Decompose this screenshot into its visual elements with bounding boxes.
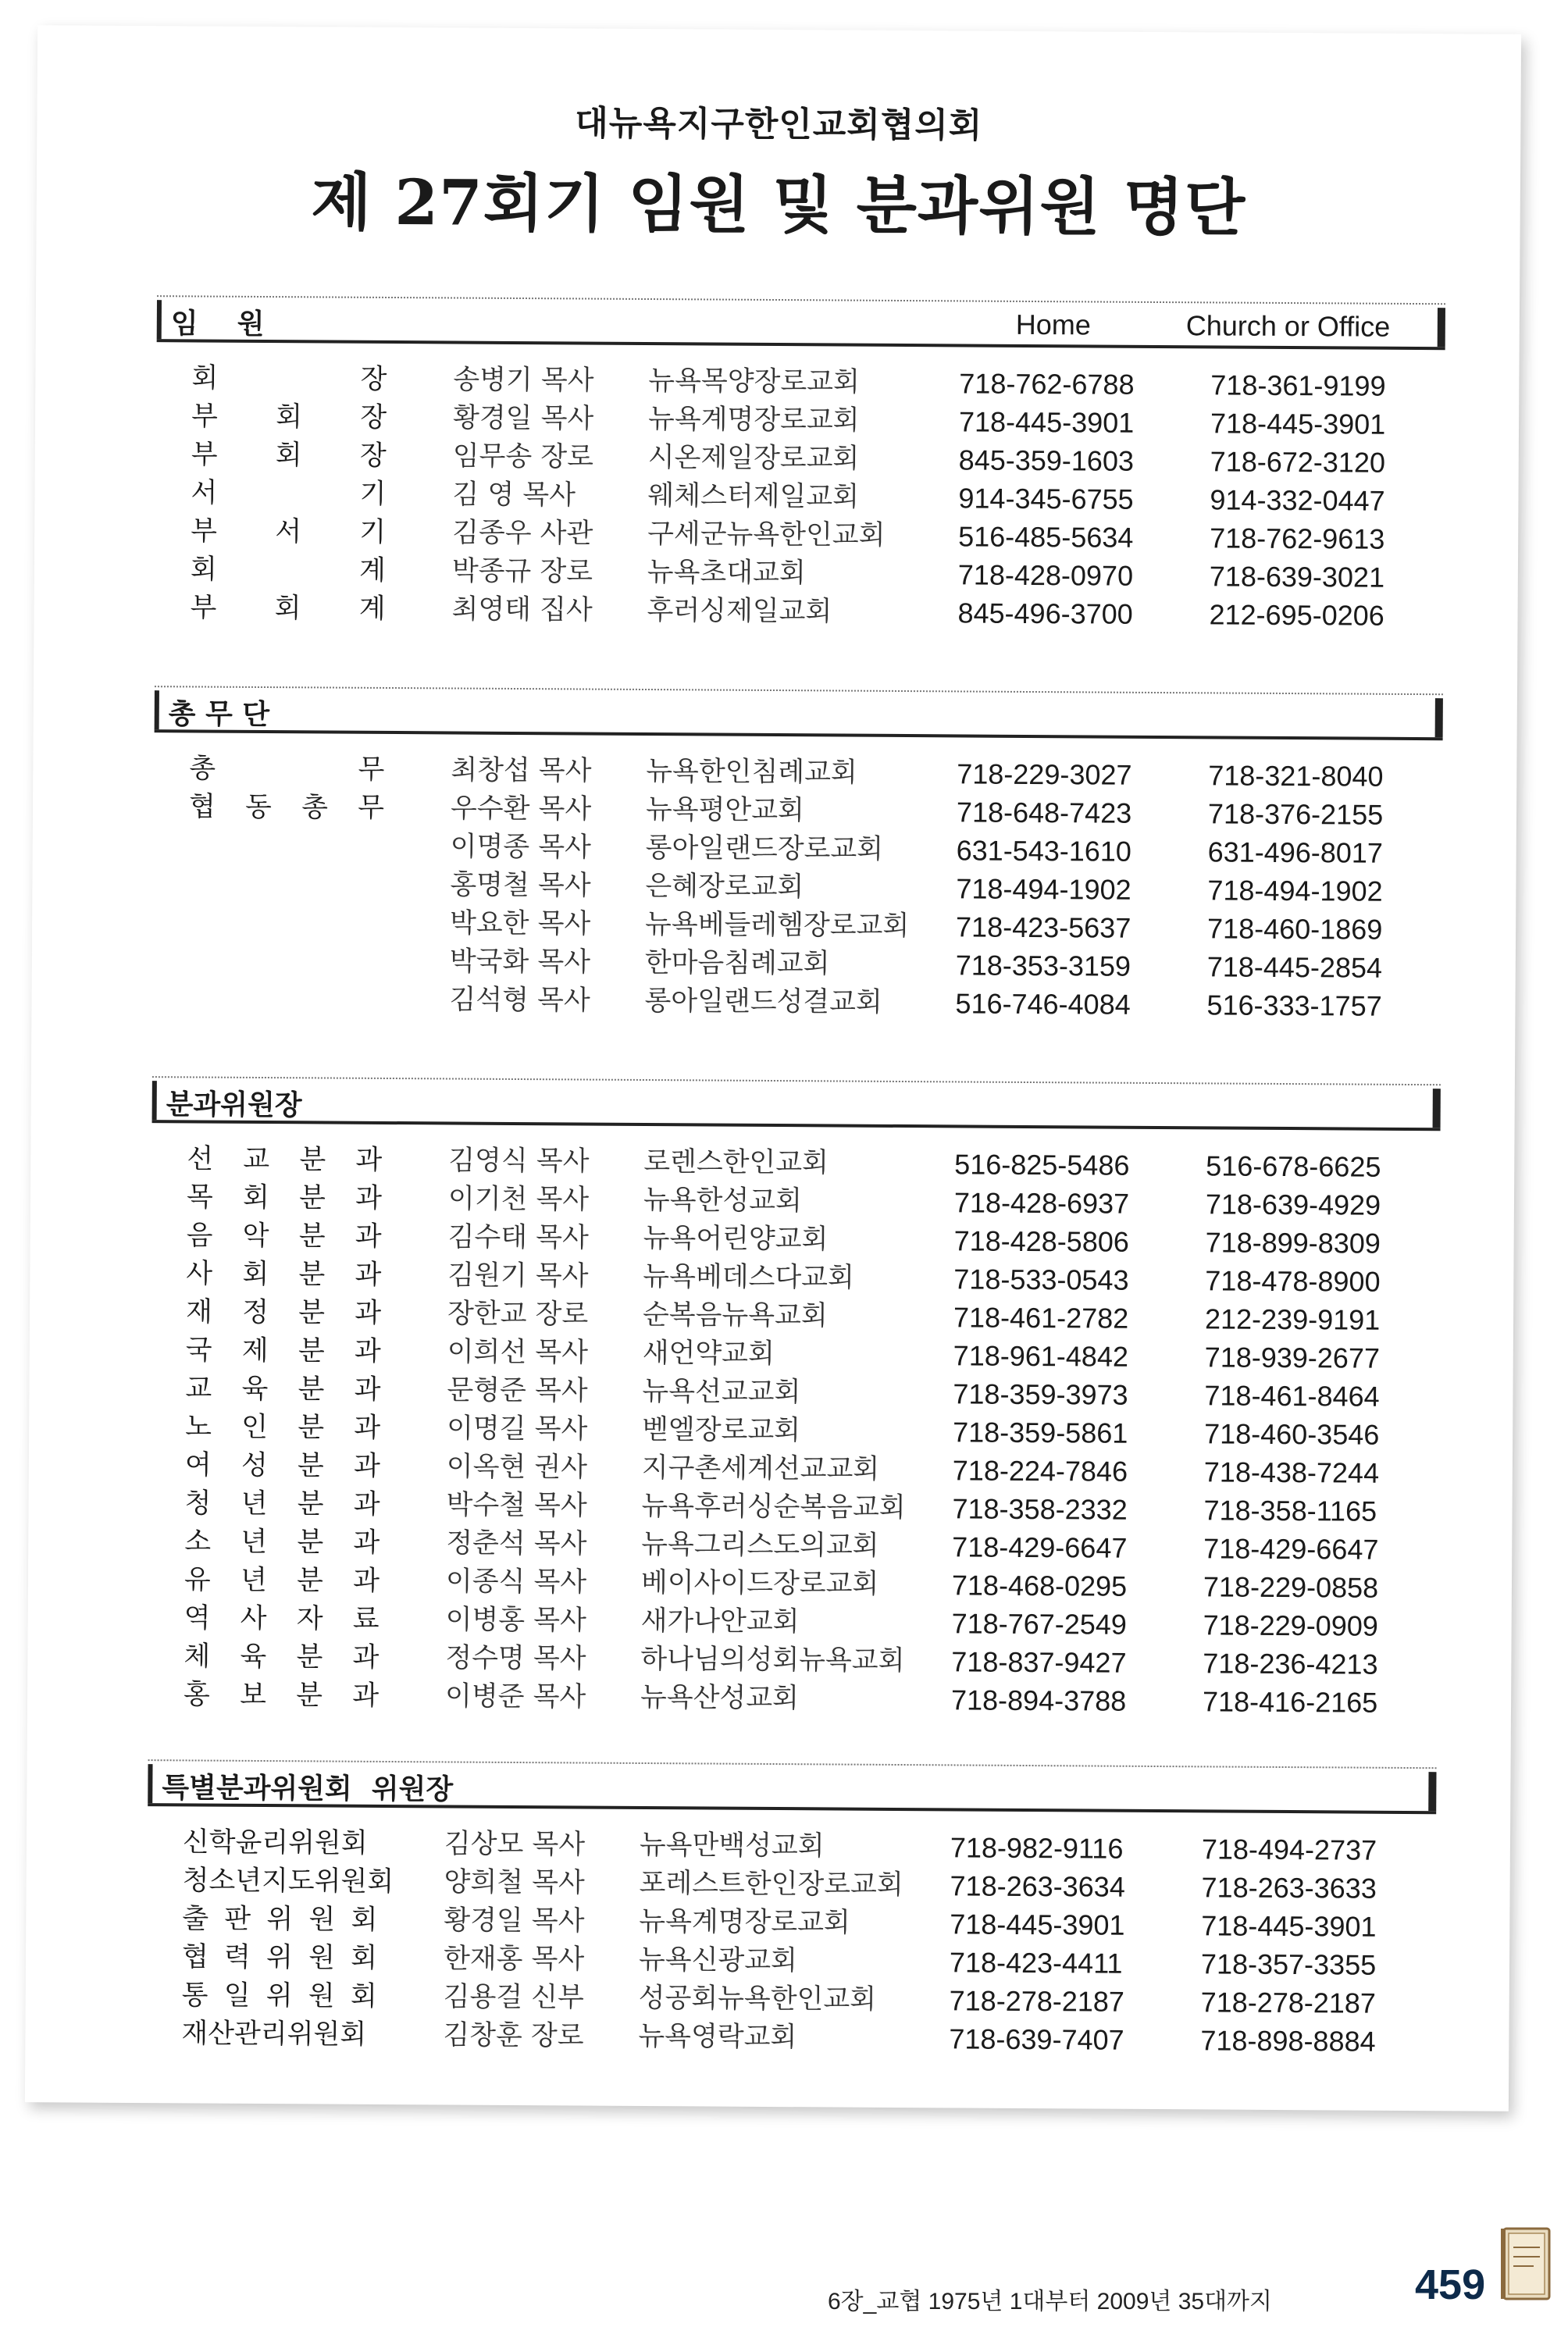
member-list: [155, 359, 1445, 635]
home-phone: 718-229-3027: [957, 757, 1132, 791]
member-name: 한재홍 목사: [443, 1943, 585, 1976]
member-role: 여 성 분 과: [184, 1449, 380, 1482]
home-phone: 718-494-1902: [956, 872, 1131, 906]
column-header-home: Home: [1015, 308, 1091, 341]
member-name: 김영식 목사: [448, 1145, 590, 1178]
member-name: 김종우 사관: [452, 517, 593, 550]
member-church: 뉴욕평안교회: [645, 793, 805, 827]
member-role: 협 동 총 무: [188, 791, 385, 824]
office-phone: 718-639-4929: [1205, 1188, 1381, 1221]
office-phone: 718-236-4213: [1203, 1647, 1378, 1680]
home-phone: 718-461-2782: [953, 1301, 1129, 1335]
member-name: 이병준 목사: [444, 1680, 586, 1713]
home-phone: 718-762-6788: [959, 367, 1135, 401]
home-phone: 845-496-3700: [957, 597, 1133, 630]
member-name: 김용걸 신부: [443, 1981, 585, 2014]
member-church: 뉴욕목양장로교회: [648, 365, 860, 398]
book-icon: [1498, 2224, 1556, 2305]
section-header-bar: [152, 1076, 1441, 1131]
member-church: 뉴욕선교교회: [642, 1375, 801, 1409]
member-church: 지구촌세계선교교회: [641, 1452, 880, 1485]
office-phone: 516-678-6625: [1206, 1149, 1381, 1183]
office-phone: 631-496-8017: [1207, 836, 1384, 869]
member-church: 뉴욕만백성교회: [639, 1829, 825, 1862]
home-phone: 718-428-6937: [953, 1186, 1130, 1220]
member-role: 재산관리위원회: [181, 2018, 367, 2051]
home-phone: 845-359-1603: [958, 444, 1135, 477]
home-phone: 718-263-3634: [950, 1869, 1125, 1903]
member-name: 박종규 장로: [451, 555, 593, 588]
member-name: 장한교 장로: [447, 1298, 589, 1331]
home-phone: 718-894-3788: [950, 1684, 1127, 1717]
member-name: 임무송 장로: [452, 440, 594, 473]
home-phone: 718-359-3973: [953, 1377, 1128, 1411]
office-phone: 718-361-9199: [1210, 369, 1386, 402]
office-phone: 718-494-1902: [1207, 874, 1383, 907]
member-church: 뉴욕어린양교회: [643, 1222, 829, 1256]
home-phone: 718-428-0970: [957, 558, 1134, 592]
office-phone: 212-695-0206: [1209, 598, 1384, 632]
office-phone: 718-445-3901: [1201, 1909, 1377, 1943]
member-role: 서 기: [191, 477, 387, 510]
member-name: 최창섭 목사: [451, 754, 592, 787]
member-church: 새언약교회: [642, 1337, 775, 1370]
member-church: 뉴욕베들레헴장로교회: [644, 908, 910, 943]
office-phone: 718-429-6647: [1203, 1532, 1379, 1566]
home-phone: 718-961-4842: [953, 1339, 1129, 1373]
home-phone: 718-639-7407: [949, 2022, 1124, 2056]
member-church: 뉴욕계명장로교회: [647, 404, 860, 437]
member-name: 황경일 목사: [444, 1905, 585, 1937]
member-name: 박요한 목사: [450, 907, 591, 940]
member-role: 재 정 분 과: [185, 1296, 382, 1329]
home-phone: 718-445-3901: [958, 405, 1135, 439]
section-title: 분과위원장: [166, 1089, 302, 1122]
page-number: 459: [1415, 2261, 1486, 2308]
home-phone: 718-278-2187: [949, 1984, 1125, 2018]
home-phone: 631-543-1610: [956, 834, 1132, 868]
office-phone: 718-939-2677: [1204, 1341, 1381, 1374]
member-name: 정수명 목사: [445, 1642, 586, 1675]
home-phone: 718-767-2549: [951, 1607, 1127, 1641]
member-church: 구세군뉴욕한인교회: [647, 518, 886, 551]
office-phone: 718-762-9613: [1210, 522, 1385, 555]
office-phone: 718-898-8884: [1200, 2024, 1376, 2058]
member-church: 뉴욕한인침례교회: [646, 755, 857, 789]
member-name: 홍명철 목사: [450, 869, 591, 902]
office-phone: 718-445-3901: [1210, 407, 1386, 440]
member-role: 음 악 분 과: [186, 1220, 382, 1253]
office-phone: 212-239-9191: [1204, 1302, 1381, 1336]
member-role: 국 제 분 과: [185, 1335, 381, 1367]
member-name: 김수태 목사: [447, 1221, 589, 1254]
home-phone: 718-428-5806: [953, 1224, 1129, 1258]
section-header-bar: [157, 295, 1445, 350]
member-name: 김창훈 장로: [443, 2019, 584, 2052]
member-role: 교 육 분 과: [185, 1373, 381, 1406]
office-phone: 718-229-0909: [1203, 1609, 1378, 1642]
member-role: 소 년 분 과: [184, 1526, 380, 1559]
member-name: 이희선 목사: [447, 1336, 589, 1369]
member-church: 순복음뉴욕교회: [642, 1299, 828, 1332]
office-phone: 718-278-2187: [1200, 1986, 1377, 2019]
member-role: 선 교 분 과: [187, 1143, 383, 1176]
member-role: 신학윤리위원회: [182, 1826, 368, 1859]
home-phone: 718-982-9116: [950, 1831, 1124, 1865]
member-name: 정춘석 목사: [446, 1527, 587, 1560]
home-phone: 516-825-5486: [954, 1148, 1130, 1181]
document-page: [25, 25, 1521, 2111]
section-title: 총 무 단: [168, 698, 270, 732]
member-role: 부 서 기: [191, 515, 387, 548]
member-list: [146, 1823, 1436, 2061]
member-name: 황경일 목사: [452, 402, 594, 435]
home-phone: 718-353-3159: [955, 949, 1131, 982]
member-name: 박수철 목사: [446, 1489, 587, 1522]
column-header-office: Church or Office: [1185, 309, 1391, 343]
office-phone: 718-229-0858: [1203, 1570, 1379, 1604]
member-church: 베이사이드장로교회: [640, 1566, 879, 1600]
section-officers: [155, 295, 1445, 635]
member-church: 벧엘장로교회: [642, 1413, 801, 1447]
member-list: [148, 1140, 1440, 1722]
office-phone: 718-438-7244: [1203, 1456, 1380, 1489]
member-name: 양희철 목사: [444, 1866, 585, 1899]
office-phone: 718-478-8900: [1205, 1264, 1381, 1298]
section-general-secretaries: [152, 686, 1443, 1025]
member-role: 홍 보 분 과: [183, 1679, 380, 1712]
office-phone: 718-672-3120: [1210, 445, 1386, 479]
member-role: 회 계: [190, 554, 387, 586]
home-phone: 718-358-2332: [952, 1492, 1128, 1526]
section-title: 임 원: [170, 308, 265, 341]
member-church: 포레스트한인장로교회: [639, 1867, 903, 1901]
home-phone: 718-429-6647: [952, 1531, 1128, 1564]
member-church: 뉴욕초대교회: [647, 557, 806, 590]
office-phone: 718-460-1869: [1206, 912, 1383, 946]
member-role: 통 일 위 원 회: [181, 1980, 377, 2012]
office-phone: 718-321-8040: [1208, 759, 1384, 793]
office-phone: 718-358-1165: [1203, 1494, 1377, 1527]
member-row: [152, 979, 1441, 1025]
member-role: 청소년지도위원회: [182, 1865, 394, 1898]
office-phone: 718-461-8464: [1204, 1379, 1380, 1413]
office-phone: 718-639-3021: [1209, 560, 1385, 593]
member-role: 회 장: [191, 362, 387, 395]
member-church: 뉴욕산성교회: [640, 1681, 800, 1715]
member-church: 뉴욕베데스다교회: [643, 1260, 854, 1294]
organization-name: 대뉴욕지구한인교회협의회: [575, 103, 983, 146]
home-phone: 718-359-5861: [953, 1416, 1128, 1449]
footer-chapter: 6장_교협 1975년 1대부터 2009년 35대까지: [828, 2289, 1273, 2315]
home-phone: 718-837-9427: [951, 1645, 1127, 1679]
office-phone: 718-376-2155: [1207, 797, 1384, 831]
member-role: 협 력 위 원 회: [181, 1941, 378, 1974]
member-role: 부 회 장: [191, 401, 387, 433]
member-name: 이종식 목사: [445, 1566, 587, 1598]
member-role: 역 사 자 료: [184, 1602, 380, 1635]
member-church: 뉴욕그리스도의교회: [641, 1528, 879, 1562]
section-header-bar: [155, 686, 1443, 740]
member-name: 송병기 목사: [453, 364, 594, 397]
member-name: 이명길 목사: [447, 1413, 588, 1445]
member-church: 한마음침례교회: [644, 946, 830, 980]
member-church: 롱아일랜드장로교회: [645, 832, 884, 865]
member-role: 노 인 분 과: [185, 1411, 381, 1444]
home-phone: 718-224-7846: [952, 1454, 1128, 1488]
member-name: 박국화 목사: [449, 946, 591, 978]
member-name: 이옥현 권사: [446, 1451, 588, 1484]
office-phone: 718-445-2854: [1206, 950, 1383, 984]
section-committee-chairs: [148, 1076, 1441, 1722]
member-row: [146, 2015, 1434, 2061]
office-phone: 718-416-2165: [1202, 1685, 1378, 1719]
member-role: 부 회 계: [190, 592, 386, 625]
member-church: 뉴욕후러싱순복음교회: [641, 1490, 906, 1524]
home-phone: 718-533-0543: [953, 1263, 1129, 1296]
home-phone: 718-423-5637: [955, 910, 1131, 944]
member-name: 최영태 집사: [451, 593, 593, 626]
home-phone: 516-485-5634: [958, 520, 1134, 554]
home-phone: 718-423-4411: [949, 1946, 1123, 1980]
member-role: 유 년 분 과: [184, 1564, 380, 1597]
member-role: 목 회 분 과: [186, 1181, 383, 1214]
office-phone: 718-357-3355: [1200, 1947, 1377, 1981]
home-phone: 718-468-0295: [951, 1569, 1128, 1602]
member-name: 김 영 목사: [452, 479, 576, 511]
member-name: 우수환 목사: [450, 793, 592, 825]
member-church: 하나님의성회뉴욕교회: [640, 1643, 905, 1677]
member-role: 부 회 장: [191, 439, 387, 472]
member-name: 김상모 목사: [444, 1828, 586, 1861]
member-name: 김원기 목사: [447, 1260, 589, 1292]
section-title: 특별분과위원회 위원장: [162, 1772, 454, 1806]
member-row: [155, 589, 1443, 635]
home-phone: 914-345-6755: [958, 482, 1134, 515]
member-church: 뉴욕신광교회: [638, 1944, 798, 1977]
member-church: 롱아일랜드성결교회: [644, 985, 882, 1018]
home-phone: 718-445-3901: [950, 1908, 1125, 1941]
member-name: 김석형 목사: [449, 984, 590, 1017]
member-role: 사 회 분 과: [186, 1258, 382, 1291]
office-phone: 718-263-3633: [1201, 1871, 1377, 1905]
member-row: [148, 1676, 1437, 1722]
office-phone: 718-494-2737: [1201, 1833, 1377, 1866]
page-title: 제 27회기 임원 및 분과위원 명단: [310, 165, 1246, 244]
member-church: 뉴욕한성교회: [643, 1184, 802, 1217]
home-phone: 516-746-4084: [955, 987, 1131, 1021]
member-name: 문형준 목사: [447, 1374, 588, 1407]
member-name: 이명종 목사: [450, 831, 592, 864]
member-name: 이병홍 목사: [445, 1604, 586, 1637]
member-list: [152, 750, 1442, 1025]
member-role: 청 년 분 과: [184, 1488, 380, 1520]
home-phone: 718-648-7423: [956, 796, 1132, 829]
member-church: 성공회뉴욕한인교회: [638, 1982, 877, 2015]
member-church: 새가나안교회: [640, 1605, 800, 1638]
member-church: 은혜장로교회: [645, 870, 804, 903]
member-role: 출 판 위 원 회: [182, 1903, 378, 1936]
section-header-bar: [148, 1759, 1436, 1814]
member-church: 뉴욕계명장로교회: [639, 1905, 850, 1939]
section-special-committees: [146, 1759, 1436, 2061]
member-role: 총 무: [189, 753, 385, 786]
member-church: 후러싱제일교회: [647, 595, 832, 628]
office-phone: 516-333-1757: [1206, 989, 1382, 1022]
member-church: 웨체스터제일교회: [647, 480, 860, 513]
member-church: 로렌스한인교회: [643, 1146, 829, 1179]
member-name: 이기천 목사: [447, 1183, 590, 1216]
member-church: 뉴욕영락교회: [638, 2020, 797, 2054]
office-phone: 914-332-0447: [1210, 483, 1385, 517]
member-role: 체 육 분 과: [184, 1641, 380, 1673]
office-phone: 718-460-3546: [1204, 1417, 1380, 1451]
office-phone: 718-899-8309: [1205, 1226, 1381, 1260]
member-church: 시온제일장로교회: [647, 442, 860, 475]
